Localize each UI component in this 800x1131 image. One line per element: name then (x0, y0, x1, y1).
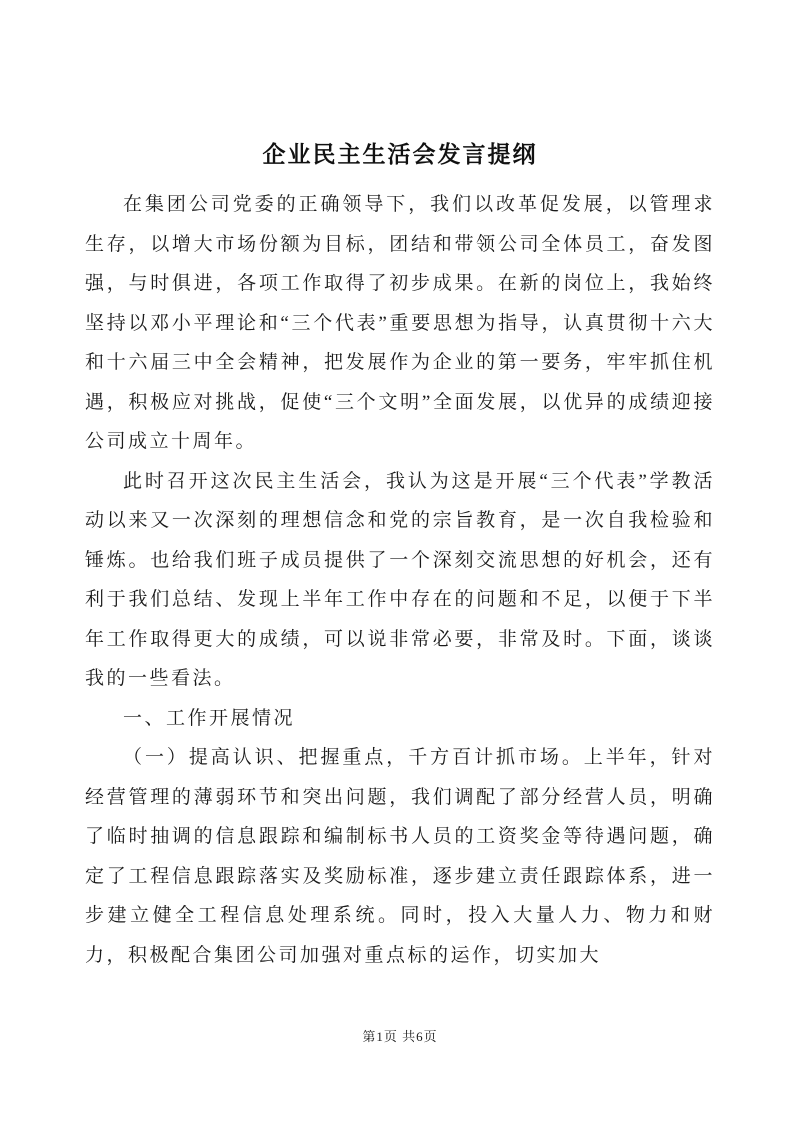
section-heading-work-progress: 一、工作开展情况 (123, 707, 296, 729)
paragraph-intro: 在集团公司党委的正确领导下，我们以改革促发展，以管理求生存，以增大市场份额为目标，团结和带领公司全体员工，奋发图强，与时俱进，各项工作取得了初步成果。在新的岗位上，我始终坚持以邓小平理论和“三个代表”重要思想为指导，认真贯彻十六大和十六届三中全会精神，把发展作为企业的第一要务，牢牢抓住机遇，积极应对挑战，促使“三个文明”全面发展，以优异的成绩迎接公司成立十周年。 (85, 194, 715, 452)
page-number-label: 第1页 共6页 (362, 1029, 438, 1044)
paragraph-market-focus: （一）提高认识、把握重点，千方百计抓市场。上半年，针对经营管理的薄弱环节和突出问题，我们调配了部分经营人员，明确了临时抽调的信息跟踪和编制标书人员的工资奖金等待遇问题，确定了工程信息跟踪落实及奖励标准，逐步建立责任跟踪体系，进一步建立健全工程信息处理系统。同时，投入大量人力、物力和财力，积极配合集团公司加强对重点标的运作，切实加大 (85, 747, 715, 966)
page-footer (0, 1026, 800, 1045)
document-title: 企业民主生活会发言提纲 (262, 142, 538, 167)
document-content (85, 136, 715, 975)
paragraph-meeting-purpose: 此时召开这次民主生活会，我认为这是开展“三个代表”学教活动以来又一次深刻的理想信念和党的宗旨教育，是一次自我检验和锤炼。也给我们班子成员提供了一个深刻交流思想的好机会，还有利于我们总结、发现上半年工作中存在的问题和不足，以便于下半年工作取得更大的成绩，可以说非常必要，非常及时。下面，谈谈我的一些看法。 (85, 470, 715, 689)
